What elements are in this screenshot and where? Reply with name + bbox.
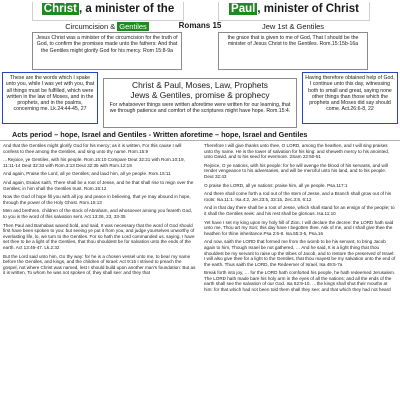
left-quote-text: Jesus Christ was a minister of the circumcision for the truth of God, to confirm the promises made unto the fathers: And that the Gentiles might glorify God for his mercy. Rom 15:8-9a [36, 35, 178, 54]
left-subtitle [32, 22, 182, 31]
right-quote-text: the grace that is given to me of God, That I should be the minister of Jesus Christ to the Gentiles. Rom.15:15b-16a [227, 35, 359, 48]
right-entry-4: And there shall come forth a rod out of the stem of Jesse, and a Branch shall grow out of his roots: Isa.11:1. Isa.4:2, Jer.23:5, 33:15, Zec.3:8, 6:12 [204, 191, 392, 202]
chapter-ref: Romans 15 [178, 21, 222, 30]
section-title: Acts period – hope, Israel and Gentiles - Written aforetime – hope, Israel and Gentiles [12, 130, 308, 139]
right-entry-3: O praise the LORD, all ye nations: praise him, all ye people. Psa.117:1 [204, 182, 348, 188]
center-line2: Jews & Gentiles, promise & prophecy [130, 89, 270, 100]
left-entry-1: And that the Gentiles might glorify God for his mercy; as it is written, For this cause I will confess to thee among the Gentiles, and sing unto thy name. Rom.15:9 [3, 143, 182, 154]
left-entry-8: But the Lord said unto him, Go thy way: for he is a chosen vessel unto me, to bear my name before the Gentiles, and kings, and the children of Israel: Act 9:15 I strived to preach the gospel, not where Christ was named, lest I should build upon another man's foundation: But as it is written, To whom he was not spoken of, they shall see: and they that [3, 253, 196, 276]
right-title-rest: , minister of Christ [257, 3, 359, 15]
left-quote-box [32, 32, 182, 70]
left-entry-6: Men and brethren, children of the stock of Abraham, and whosoever among you feareth God, to you is the word of this salvation sent. Act 13:26, 23, 33-35 [3, 208, 192, 219]
right-title [222, 1, 366, 18]
left-entry-7: Then Paul and Barnabas waxed bold, and said, It was necessary that the word of God should first have been spoken to you: but seeing ye put it from you, and judge yourselves unworthy of everlasting life, lo, we turn to the Gentiles. For so hath the Lord commanded us, saying, I have set thee to be a light of the Gentiles, that thou shouldest be for salvation unto the ends of the earth. Act 13:46-47. Lk.2:32 [3, 222, 195, 250]
right-mid-text: Having therefore obtained help of God, I continue unto this day, witnessing both to small and great, saying none other things than those which the prophets and Moses did say should come. Act.26:6-8, 22 [305, 75, 395, 113]
divider [0, 140, 400, 141]
center-box [103, 78, 297, 128]
left-entry-4: And again, Esaias saith, There shall be a root of Jesse, and he that shall rise to reign over the Gentiles; in him shall the Gentiles trust. Rom.15:12 [3, 179, 194, 191]
left-subtitle-gentiles: Gentiles [119, 22, 147, 31]
right-mid-box [302, 72, 398, 124]
left-subtitle-a: Circumcision & [65, 22, 118, 31]
left-title-christ: Christ [43, 3, 77, 15]
left-mid-box [2, 72, 98, 124]
right-entry-5: And in that day there shall be a root of Jesse, which shall stand for an ensign of the people; to it shall the Gentiles seek: and his rest shall be glorious. Isa.11:10 [204, 205, 395, 216]
center-body: For whatsoever things were written aforetime were written for our learning, that we through patience and comfort of the scriptures might have hope. Rom.15:4. [109, 102, 291, 115]
right-title-paul: Paul [231, 3, 256, 15]
right-subtitle: Jew 1st & Gentiles [261, 22, 325, 31]
left-mid-text: These are the words which I spake unto you, while I was yet with you, that all things must be fulfilled, which were written in the law of Moses, and in the prophets, and in the psalms, concerning me. Lk.24:44-45, 27 [5, 75, 95, 113]
right-entry-8: Break forth into joy, … for the LORD hath comforted his people, he hath redeemed Jerusalem. The LORD hath made bare his holy arm in the eyes of all the nations; and all the ends of the earth shall see the salvation of our God. Isa 52:9-10. …the kings shall shut their mouths at him: for that which had not been told them shall they see; and that which they had not heard [204, 270, 396, 293]
right-entry-2: Rejoice, O ye nations, with his people: for he will avenge the blood of his servants, and will render vengeance to his adversaries, and will be merciful unto his land, and to his people. Deut 32:43 [204, 162, 388, 179]
left-title [38, 1, 178, 18]
left-entry-2: …Rejoice, ye Gentiles, with his people. Rom.15:10 Compare Deut 32:21 with Rom.10:19, 11:11-14 Deut 32:33 with Rom.3:13 Deut 32:35 with Rom.12:19 [3, 157, 185, 168]
right-entry-6: Yet have I set my king upon my holy hill of Zion. I will declare the decree: the LORD hath said unto me, Thou art my Son; this day have I begotten thee. Ask of me, and I shall give thee the heathen for thine inheritance.Psa 2:6-8. Isa.55:3-5, Psa.16 [204, 219, 394, 236]
right-column [204, 143, 397, 293]
right-quote-box [218, 32, 368, 70]
right-entry-7: And now, saith the LORD that formed me from the womb to be his servant, to bring Jacob again to him, Though Israel be not gathered, … And he said, It is a light thing that thou shouldest be my servant to raise up the tribes of Jacob, and to restore the preserved of Israel: I will also give thee for a light to the Gentiles, that thou mayest be my salvation unto the end of the earth. Thus saith the LORD, the Redeemer of Israel, Isa 49:5-7a [204, 239, 396, 267]
right-entry-1: Therefore I will give thanks unto thee, O LORD, among the heathen, and I will sing praises unto thy name. He is the tower of salvation for his king: and sheweth mercy to his anointed, unto David, and to his seed for evermore. 2Sam 22:50-51 [204, 143, 390, 160]
left-column [3, 143, 196, 276]
left-entry-3: And again, Praise the Lord, all ye Gentiles; and laud him, all ye people. Rom.15:11 [3, 171, 171, 177]
left-title-rest: , a minister of the [79, 3, 175, 15]
left-entry-5: Now the God of hope fill you with all joy and peace in believing, that ye may abound in hope, through the power of the Holy Ghost. Rom.15:13 [3, 194, 191, 205]
center-line1: Christ & Paul, Moses, Law, Prophets [132, 80, 268, 90]
